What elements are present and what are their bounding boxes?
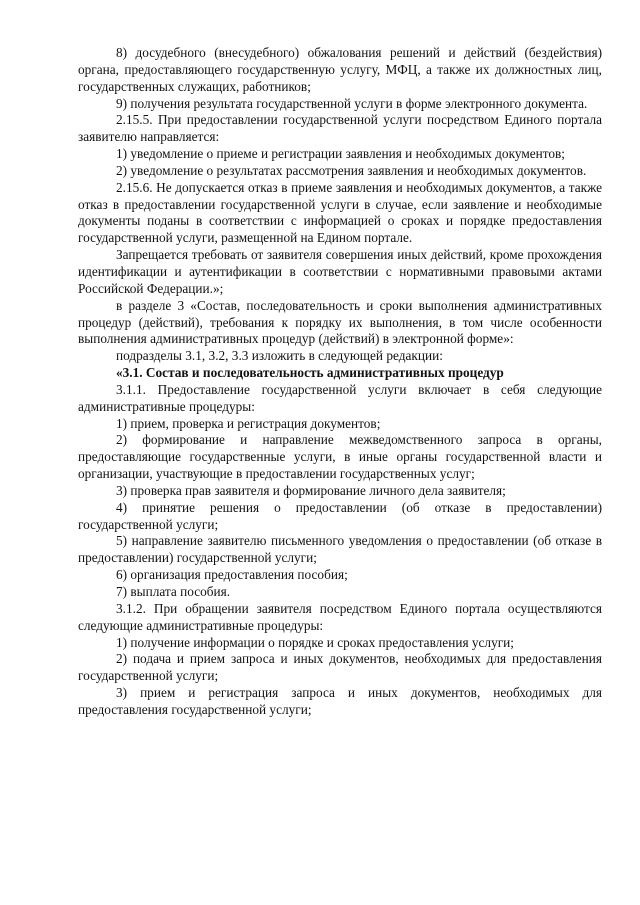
paragraph-item-8: 8) досудебного (внесудебного) обжалования решений и действий (бездействия) органа, предоставляющего государственную услугу, МФЦ, а также их должностных лиц, государственных служащих, работников; xyxy=(78,45,602,94)
paragraph-subsections: подразделы 3.1, 3.2, 3.3 изложить в следующей редакции: xyxy=(116,348,443,364)
procedure-item-3: 3) проверка прав заявителя и формирование личного дела заявителя; xyxy=(116,482,506,498)
section-heading-3-1: «3.1. Состав и последовательность административных процедур xyxy=(116,365,504,381)
paragraph-item-9: 9) получения результата государственной услуги в форме электронного документа. xyxy=(116,95,588,111)
procedure-item-2: 2) формирование и направление межведомственного запроса в органы, предоставляющие государственные услуги, в иные органы государственной власти и организации, участвующие в предоставлении государственных услуг; xyxy=(78,432,602,482)
paragraph-prohibition: Запрещается требовать от заявителя совершения иных действий, кроме прохождения идентификации и аутентификации в соответствии с нормативными правовыми актами Российской Федерации.»; xyxy=(78,247,602,296)
paragraph-2-15-5: 2.15.5. При предоставлении государственной услуги посредством Единого портала заявителю направляется: xyxy=(78,112,602,145)
procedure-item-6: 6) организация предоставления пособия; xyxy=(116,567,348,583)
paragraph-notice-2: 2) уведомление о результатах рассмотрения заявления и необходимых документов. xyxy=(116,162,587,178)
portal-procedure-item-2: 2) подача и прием запроса и иных документов, необходимых для предоставления государственной услуги; xyxy=(78,651,602,684)
paragraph-section-3: в разделе 3 «Состав, последовательность и сроки выполнения административных процедур (действий), требования к порядку их выполнения, в том числе особенности выполнения административных процедур (действий) в электронной форме»: xyxy=(78,297,602,347)
paragraph-notice-1: 1) уведомление о приеме и регистрации заявления и необходимых документов; xyxy=(116,146,566,162)
procedure-item-5: 5) направление заявителю письменного уведомления о предоставлении (об отказе в предоставлении) государственной услуги; xyxy=(78,533,602,566)
portal-procedure-item-1: 1) получение информации о порядке и сроках предоставления услуги; xyxy=(116,634,514,650)
procedure-item-1: 1) прием, проверка и регистрация документов; xyxy=(116,415,381,431)
paragraph-3-1-2: 3.1.2. При обращении заявителя посредством Единого портала осуществляются следующие административные процедуры: xyxy=(78,600,602,633)
portal-procedure-item-3: 3) прием и регистрация запроса и иных документов, необходимых для предоставления государственной услуги; xyxy=(78,685,602,717)
paragraph-2-15-6: 2.15.6. Не допускается отказ в приеме заявления и необходимых документов, а также отказ в предоставлении государственной услуги в случае, если заявление и необходимые документы поданы в соответствии с информацией о сроках и порядке предоставления государственной услуги, размещенной на Едином портале. xyxy=(78,179,602,246)
document-page xyxy=(78,45,602,719)
paragraph-3-1-1: 3.1.1. Предоставление государственной услуги включает в себя следующие административные процедуры: xyxy=(78,381,602,414)
procedure-item-7: 7) выплата пособия. xyxy=(116,584,231,599)
procedure-item-4: 4) принятие решения о предоставлении (об отказе в предоставлении) государственной услуги; xyxy=(78,499,602,532)
